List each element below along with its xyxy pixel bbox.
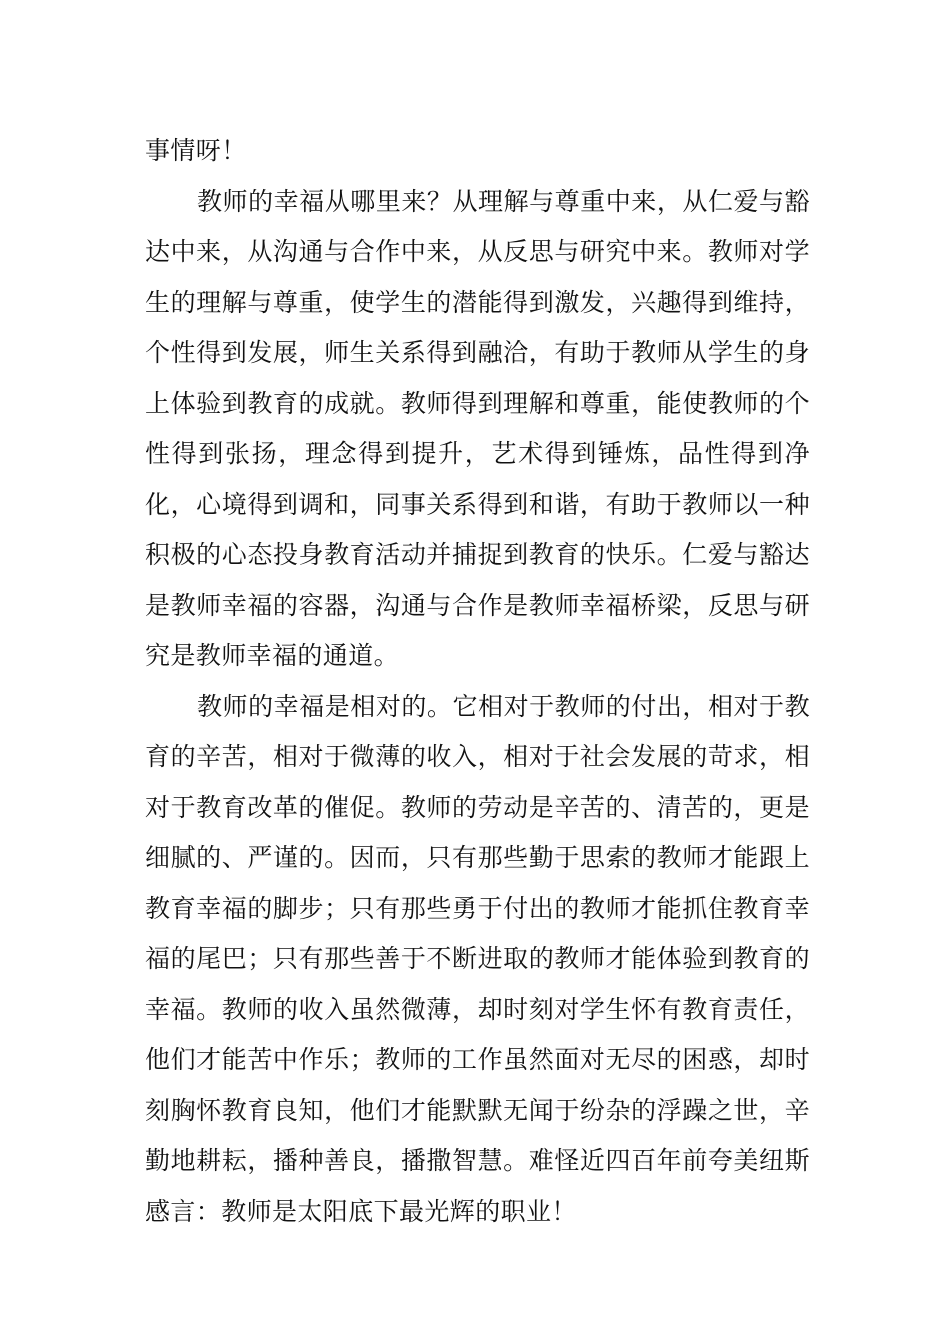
paragraph-teacher-happiness-relative: 教师的幸福是相对的。它相对于教师的付出，相对于教育的辛苦，相对于微薄的收入，相对于社会发展的苛求，相对于教育改革的催促。教师的劳动是辛苦的、清苦的，更是细腻的、严谨的。因而，只有那些勤于思索的教师才能跟上教育幸福的脚步；只有那些勇于付出的教师才能抓住教育幸福的尾巴；只有那些善于不断进取的教师才能体验到教育的幸福。教师的收入虽然微薄，却时刻对学生怀有教育责任，他们才能苦中作乐；教师的工作虽然面对无尽的困惑，却时刻胸怀教育良知，他们才能默默无闻于纷杂的浮躁之世，辛勤地耕耘，播种善良，播撒智慧。难怪近四百年前夸美纽斯感言：教师是太阳底下最光辉的职业！ (145, 691, 810, 1226)
paragraph-continuation: 事情呀！ (145, 136, 247, 165)
document-body (145, 126, 810, 1237)
paragraph-teacher-happiness-source: 教师的幸福从哪里来？从理解与尊重中来，从仁爱与豁达中来，从沟通与合作中来，从反思与研究中来。教师对学生的理解与尊重，使学生的潜能得到激发，兴趣得到维持，个性得到发展，师生关系得到融洽，有助于教师从学生的身上体验到教育的成就。教师得到理解和尊重，能使教师的个性得到张扬，理念得到提升，艺术得到锤炼，品性得到净化，心境得到调和，同事关系得到和谐，有助于教师以一种积极的心态投身教育活动并捕捉到教育的快乐。仁爱与豁达是教师幸福的容器，沟通与合作是教师幸福桥梁，反思与研究是教师幸福的通道。 (145, 186, 810, 670)
